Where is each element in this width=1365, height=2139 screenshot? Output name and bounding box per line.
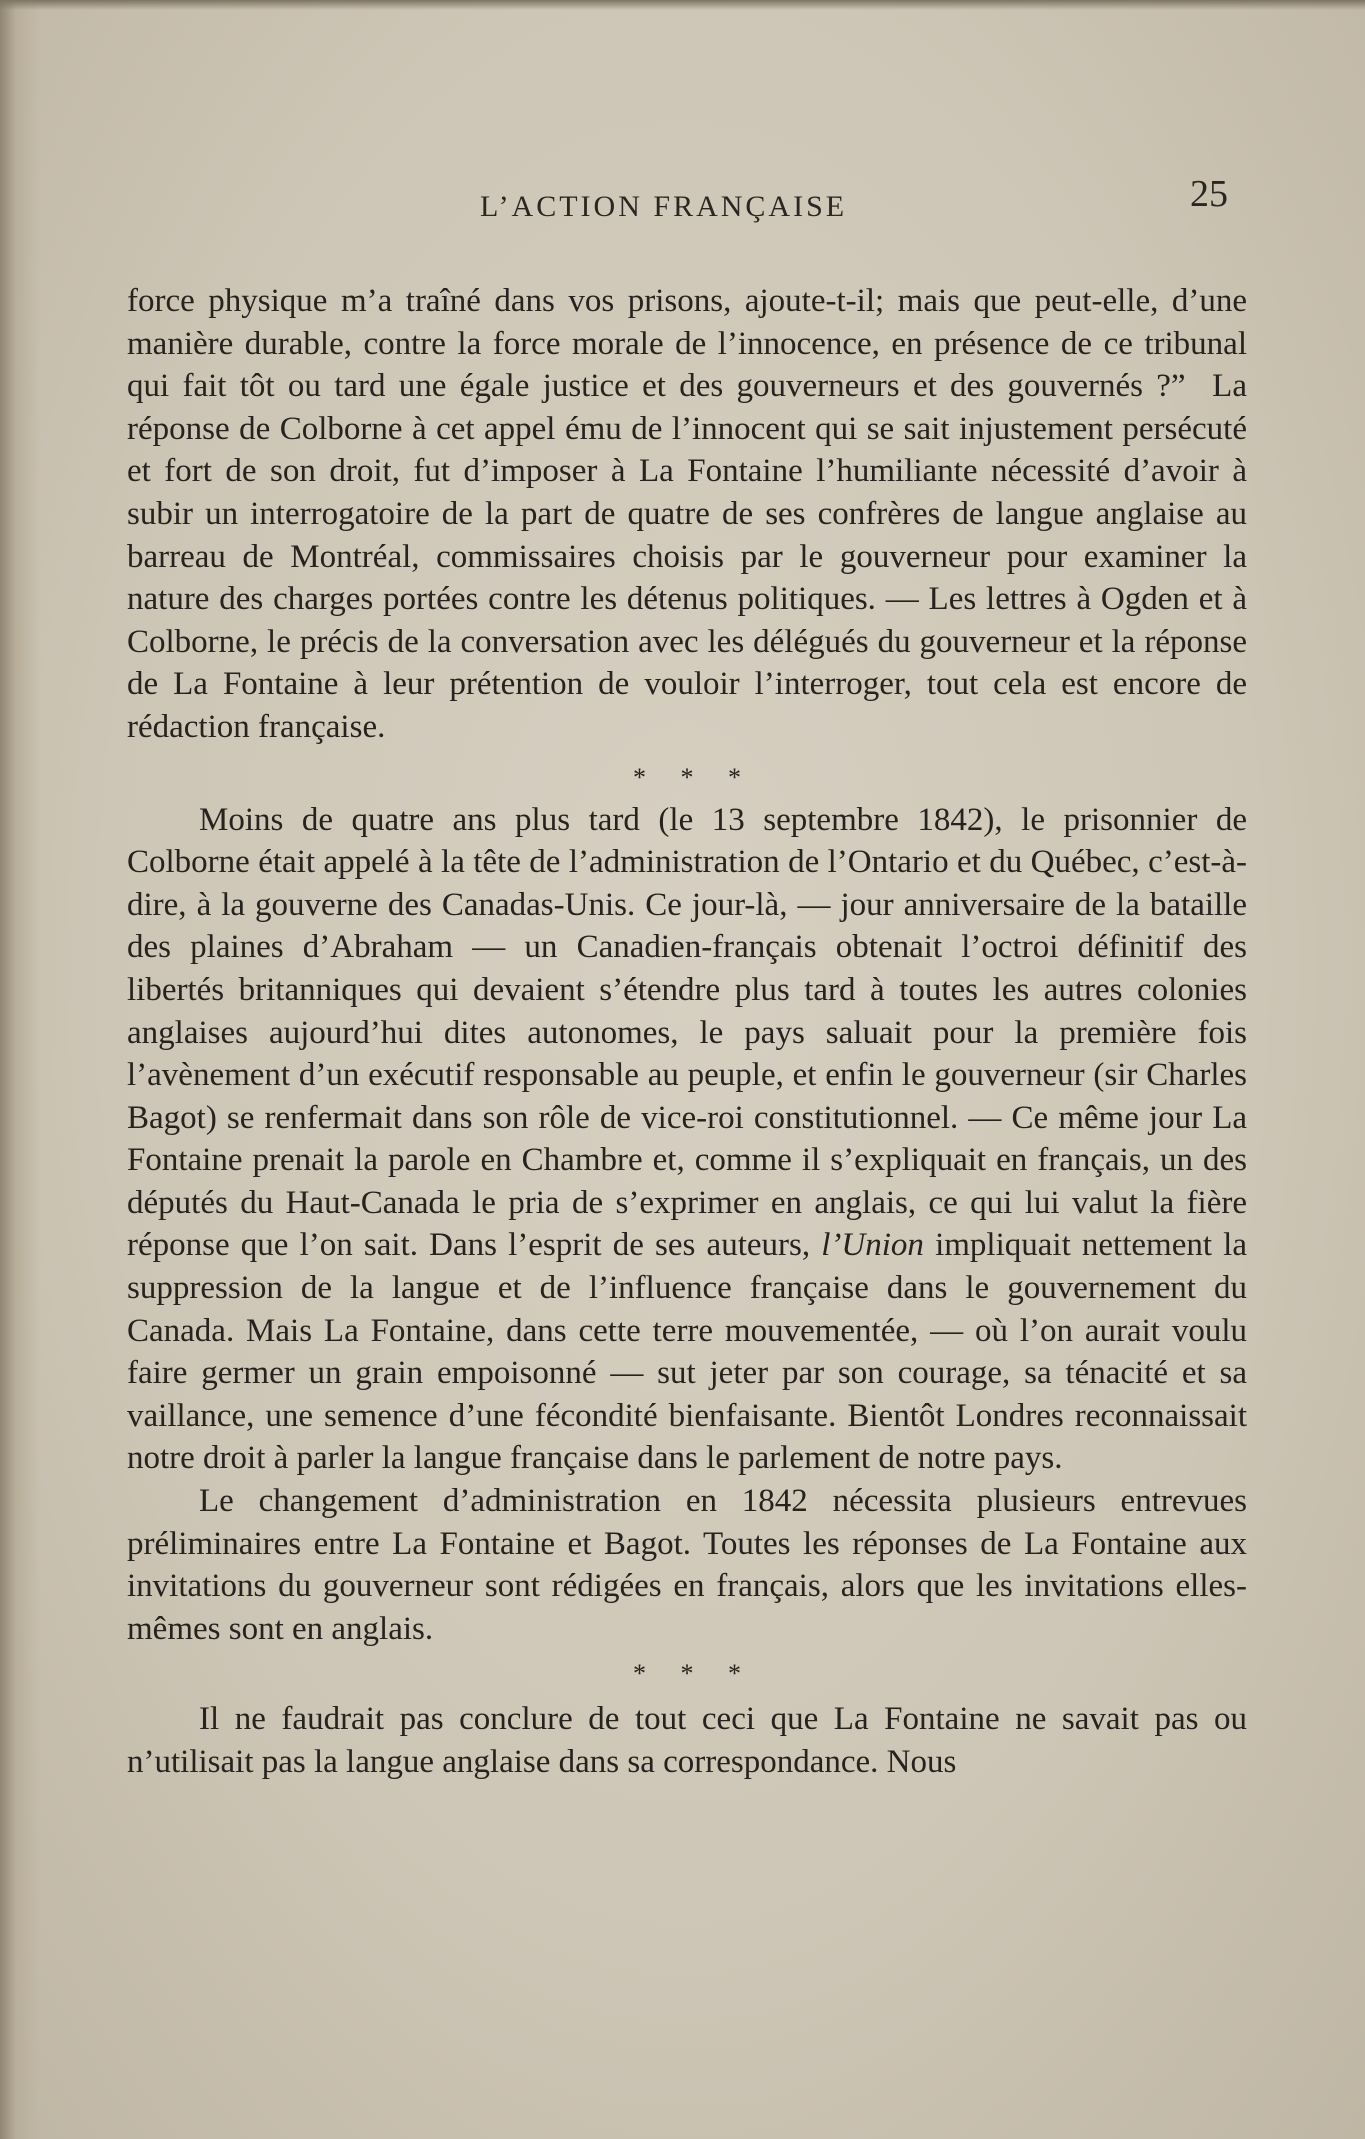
paragraph-2-continuation: impliquait nettement la suppression de la langue et de l’influence française dans le gouvernement du Canada. Mais La Fontaine, dans cette terre mouvementée, — où l’on aurait voulu faire germer un grain empoisonné — sut jeter par son courage, sa ténacité et sa vaillance, une semence d’une fécondité bienfaisante. Bientôt Londres reconnaissait notre droit à parler la langue française dans le parlement de notre pays. [127,1227,1248,1477]
body-text [127,280,1247,1784]
paragraph-1: force physique m’a traîné dans vos prisons, ajoute-t-il; mais que peut-elle, d’une manière durable, contre la force morale de l’innocence, en présence de ce tribunal qui fait tôt ou tard une égale justice et des gouverneurs et des gouvernés ?” La réponse de Colborne à cet appel ému de l’innocent qui se sait injustement persécuté et fort de son droit, fut d’imposer à La Fontaine l’humiliante nécessité d’avoir à subir un interrogatoire de la part de quatre de ses confrères de langue anglaise au barreau de Montréal, commissaires choisis par le gouverneur pour examiner la nature des charges portées contre les détenus politiques. — Les lettres à Ogden et à Colborne, le précis de la conversation avec les délégués du gouverneur et la réponse de La Fontaine à leur prétention de vouloir l’interroger, tout cela est encore de rédaction française. [127,283,1247,745]
section-separator-2: * * * [633,1659,755,1689]
running-head: L’ACTION FRANÇAISE [480,190,848,223]
union-italic: l’Union [821,1227,924,1264]
paragraph-3: Le changement d’administration en 1842 nécessita plusieurs entrevues préliminaires entre La Fontaine et Bagot. Toutes les réponses de La Fontaine aux invitations du gouverneur sont rédigées en français, alors que les invitations elles-mêmes sont en anglais. [127,1483,1247,1647]
paragraph-4: Il ne faudrait pas conclure de tout ceci que La Fontaine ne savait pas ou n’utilisait pas la langue anglaise dans sa correspondance. Nous [127,1701,1247,1780]
page-top-edge [0,0,1365,10]
page-number: 25 [1190,173,1228,215]
page-binding-shadow [0,0,40,2139]
paragraph-2 [127,799,1247,1481]
section-separator-1: * * * [633,762,755,792]
paragraph-2-text: Moins de quatre ans plus tard (le 13 septembre 1842), le prisonnier de Colborne était appelé à la tête de l’administration de l’Ontario et du Québec, c’est-à-dire, à la gouverne des Canadas-Unis. Ce jour-là, — jour anniversaire de la bataille des plaines d’Abraham — un Canadien-français obtenait l’octroi définitif des libertés britanniques qui devaient s’étendre plus tard à toutes les autres colonies anglaises aujourd’hui dites autonomes, le pays saluait pour la première fois l’avènement d’un exécutif responsable au peuple, et enfin le gouverneur (sir Charles Bagot) se renfermait dans son rôle de vice-roi constitutionnel. — Ce même jour La Fontaine prenait la parole en Chambre et, comme il s’expliquait en français, un des députés du Haut-Canada le pria de s’exprimer en anglais, ce qui lui valut la fière réponse que l’on sait. Dans l’esprit de ses auteurs, [127,801,1247,1264]
